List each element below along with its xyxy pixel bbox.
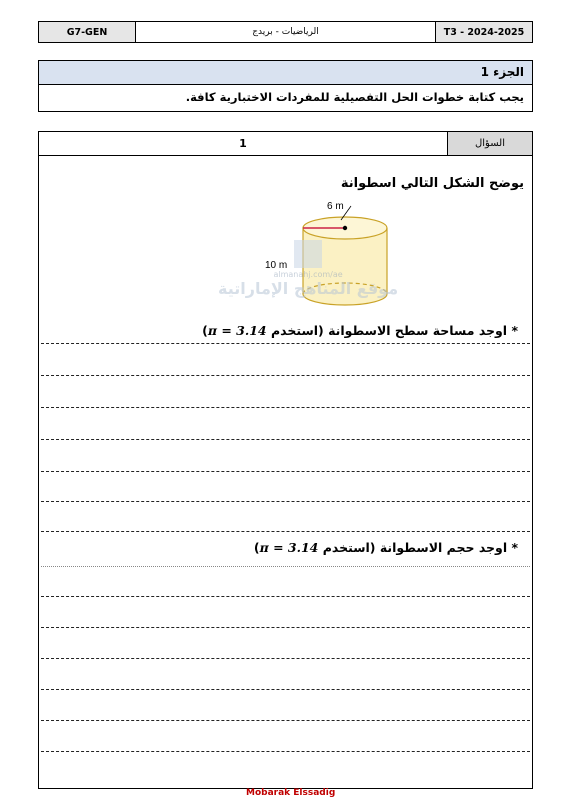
answer-line: [41, 471, 530, 472]
question-number: 1: [239, 137, 247, 150]
question-label: السؤال: [447, 132, 532, 155]
answer-line: [41, 689, 530, 690]
task2-close: ): [253, 540, 260, 555]
height-label: 10 m: [265, 260, 288, 271]
answer-line: [41, 627, 530, 628]
answer-line: [41, 720, 530, 721]
question-box: [38, 131, 533, 789]
task1-pi: π = 3.14: [207, 323, 267, 338]
center-point: [343, 226, 347, 230]
author-name: Mobarak Elssadig: [246, 788, 336, 798]
part-instruction: يجب كتابة خطوات الحل التفصيلية للمفردات الاختبارية كافة.: [185, 90, 524, 104]
task-surface-area: [202, 323, 518, 338]
watermark-site-name: موقع المناهج الإماراتية: [218, 279, 399, 298]
subject-title: الرياضيات - بريدج: [136, 22, 436, 42]
answer-line: [41, 566, 530, 567]
header-table: [38, 21, 533, 43]
answer-line: [41, 501, 530, 502]
part-box: [38, 60, 533, 112]
answer-line: [41, 407, 530, 408]
task2-text: * اوجد حجم الاسطوانة (استخدم: [318, 540, 518, 555]
task2-pi: π = 3.14: [259, 540, 319, 555]
answer-line: [41, 531, 530, 532]
answer-line: [41, 343, 530, 344]
answer-line: [41, 375, 530, 376]
part-title: الجزء 1: [39, 61, 532, 85]
question-intro: يوضح الشكل التالي اسطوانة: [340, 176, 524, 191]
watermark-url: almanahj.com/ae: [273, 270, 343, 279]
answer-line: [41, 751, 530, 752]
watermark-logo-icon: [294, 240, 322, 268]
answer-line: [41, 439, 530, 440]
question-header: [39, 132, 532, 156]
answer-line: [41, 596, 530, 597]
grade-code: G7-GEN: [39, 22, 136, 42]
answer-line: [41, 658, 530, 659]
task1-text: * اوجد مساحة سطح الاسطوانة (استخدم: [266, 323, 518, 338]
watermark: [218, 240, 398, 298]
task-volume: [254, 540, 518, 555]
term-label: T3 - 2024-2025: [436, 22, 532, 42]
radius-label: 6 m: [327, 201, 344, 212]
task1-close: ): [202, 323, 208, 338]
